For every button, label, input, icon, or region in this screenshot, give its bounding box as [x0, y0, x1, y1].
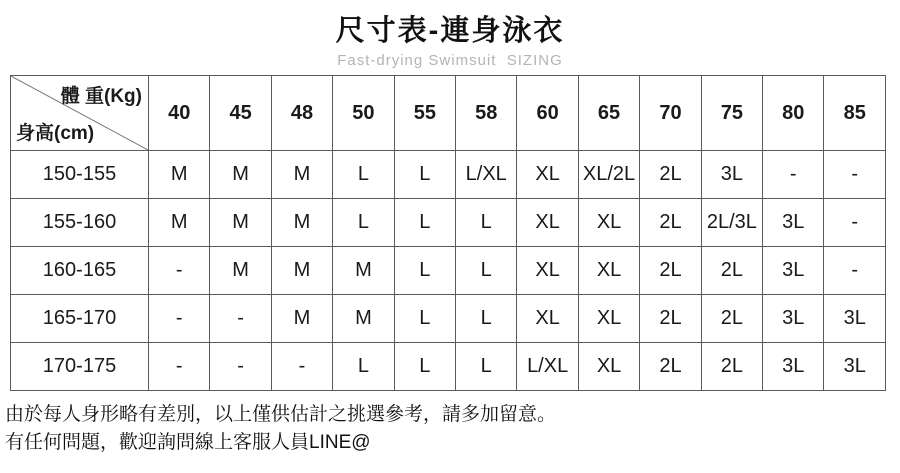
weight-column-header: 40 [149, 76, 210, 151]
size-cell: M [271, 151, 332, 199]
size-cell: M [333, 295, 394, 343]
table-row [11, 295, 886, 343]
size-cell: L [394, 295, 455, 343]
size-cell: XL [517, 199, 578, 247]
size-cell: - [824, 247, 886, 295]
size-cell: L [456, 247, 517, 295]
page-subtitle: Fast-drying Swimsuit SIZING [337, 52, 563, 69]
size-cell: - [824, 199, 886, 247]
table-header-row [11, 76, 886, 151]
size-cell: 3L [763, 295, 824, 343]
size-cell: L [333, 199, 394, 247]
size-cell: L [333, 151, 394, 199]
size-cell: M [210, 199, 271, 247]
table-row [11, 199, 886, 247]
size-cell: 3L [701, 151, 762, 199]
weight-column-header: 70 [640, 76, 701, 151]
corner-header-cell [11, 76, 149, 151]
size-cell: - [149, 343, 210, 391]
size-cell: L [394, 199, 455, 247]
size-cell: 2L/3L [701, 199, 762, 247]
size-cell: M [149, 151, 210, 199]
weight-column-header: 55 [394, 76, 455, 151]
size-cell: L [456, 295, 517, 343]
size-cell: M [210, 247, 271, 295]
size-cell: - [149, 295, 210, 343]
size-cell: 3L [824, 295, 886, 343]
table-row [11, 247, 886, 295]
size-cell: 3L [763, 199, 824, 247]
size-cell: L/XL [517, 343, 578, 391]
page-title: 尺寸表-連身泳衣 [335, 15, 565, 47]
size-cell: 3L [824, 343, 886, 391]
size-cell: XL [578, 199, 639, 247]
size-cell: M [210, 151, 271, 199]
size-cell: 3L [763, 343, 824, 391]
size-cell: XL [578, 247, 639, 295]
size-cell: M [149, 199, 210, 247]
size-cell: - [271, 343, 332, 391]
size-cell: XL [578, 343, 639, 391]
size-cell: - [824, 151, 886, 199]
size-cell: L [456, 199, 517, 247]
size-cell: M [271, 199, 332, 247]
footer-line-2: 有任何問題，歡迎詢問線上客服人員LINE@ [5, 431, 371, 453]
weight-column-header: 50 [333, 76, 394, 151]
size-cell: XL [517, 247, 578, 295]
size-cell: M [333, 247, 394, 295]
size-cell: - [763, 151, 824, 199]
footer-line-1: 由於每人身形略有差別，以上僅供估計之挑選參考，請多加留意。 [5, 404, 557, 425]
height-row-label: 165-170 [11, 295, 149, 343]
size-table [10, 75, 886, 391]
size-cell: M [271, 247, 332, 295]
size-cell: - [210, 295, 271, 343]
weight-axis-label: 體 重(Kg) [60, 86, 142, 107]
weight-column-header: 58 [456, 76, 517, 151]
size-cell: L [394, 247, 455, 295]
table-row [11, 343, 886, 391]
size-cell: L [333, 343, 394, 391]
size-cell: XL/2L [578, 151, 639, 199]
size-cell: L/XL [456, 151, 517, 199]
size-cell: 2L [701, 343, 762, 391]
weight-column-header: 75 [701, 76, 762, 151]
height-row-label: 155-160 [11, 199, 149, 247]
weight-column-header: 60 [517, 76, 578, 151]
weight-column-header: 65 [578, 76, 639, 151]
height-axis-label: 身高(cm) [16, 123, 95, 144]
weight-column-header: 48 [271, 76, 332, 151]
size-cell: M [271, 295, 332, 343]
size-cell: 2L [701, 247, 762, 295]
size-cell: 2L [640, 199, 701, 247]
size-cell: - [149, 247, 210, 295]
size-cell: XL [578, 295, 639, 343]
height-row-label: 150-155 [11, 151, 149, 199]
size-cell: 2L [640, 295, 701, 343]
size-cell: 2L [640, 247, 701, 295]
size-cell: XL [517, 295, 578, 343]
size-cell: 2L [640, 343, 701, 391]
weight-column-header: 85 [824, 76, 886, 151]
table-row [11, 151, 886, 199]
size-cell: - [210, 343, 271, 391]
size-cell: 3L [763, 247, 824, 295]
size-cell: L [394, 343, 455, 391]
size-cell: L [456, 343, 517, 391]
size-cell: 2L [701, 295, 762, 343]
weight-column-header: 45 [210, 76, 271, 151]
size-cell: XL [517, 151, 578, 199]
size-cell: 2L [640, 151, 701, 199]
size-table-body [11, 151, 886, 391]
height-row-label: 160-165 [11, 247, 149, 295]
footer-note [5, 401, 900, 456]
size-cell: L [394, 151, 455, 199]
weight-column-header: 80 [763, 76, 824, 151]
height-row-label: 170-175 [11, 343, 149, 391]
